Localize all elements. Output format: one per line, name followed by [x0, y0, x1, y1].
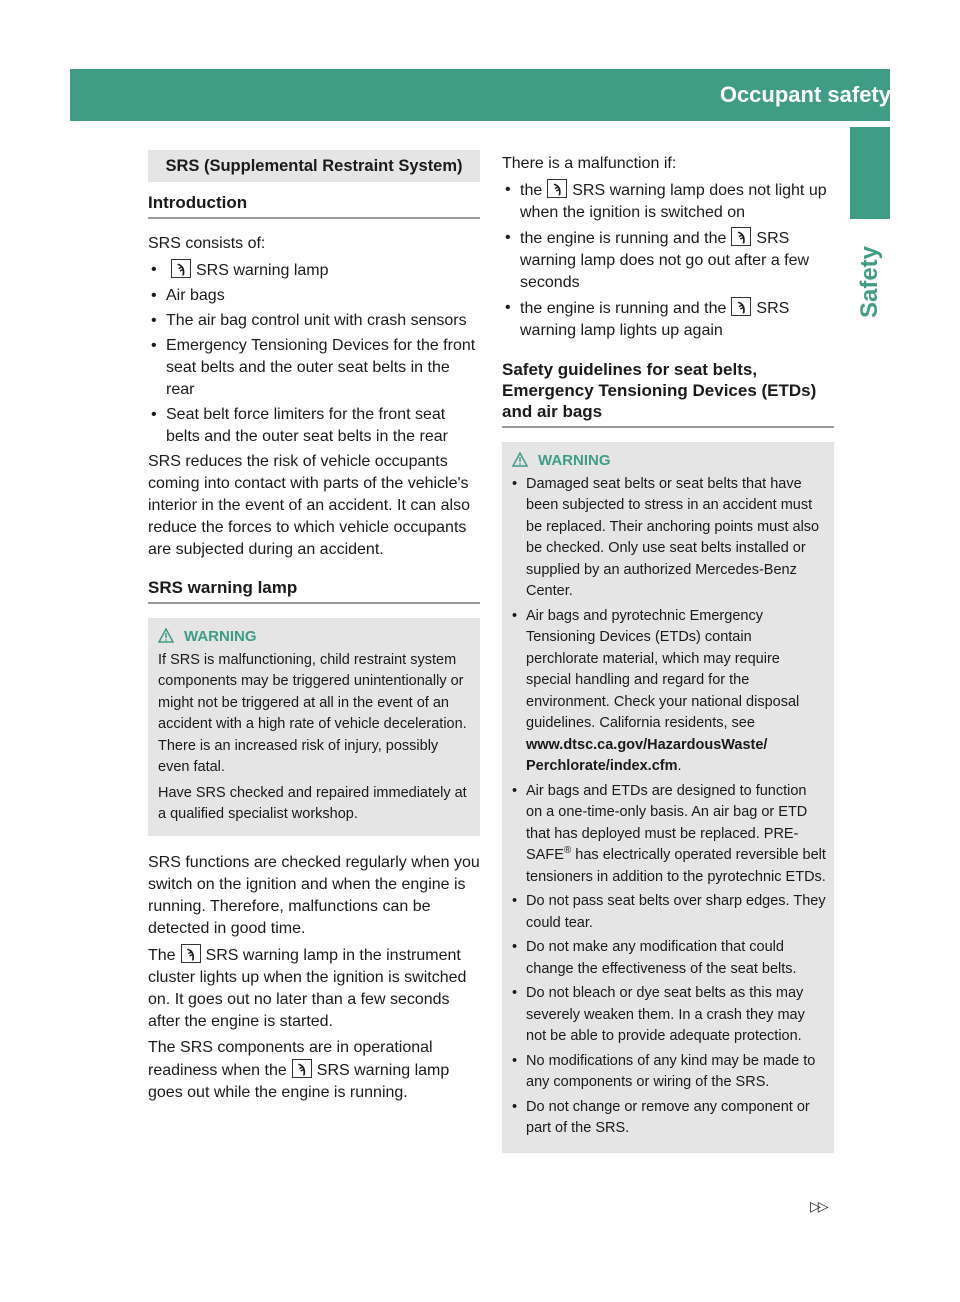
dtsc-link[interactable]: www.dtsc.ca.gov/HazardousWaste/ Perchlorate/index.cfm: [526, 736, 768, 774]
list-item: • No modifications of any kind may be made to any components or wiring of the SRS.: [512, 1051, 826, 1094]
list-item: • Seat belt force limiters for the front seat belts and the outer seat belts in the rear: [148, 404, 480, 448]
srs-warning-lamp-icon: ϡ: [181, 944, 201, 963]
list-item: • The air bag control unit with crash sensors: [148, 310, 480, 332]
list-item: • Do not change or remove any component or part of the SRS.: [512, 1097, 826, 1140]
srs-warning-lamp-icon: ϡ: [731, 297, 751, 316]
heading-safety-guidelines: Safety guidelines for seat belts, Emergency Tensioning Devices (ETDs) and air bags: [502, 359, 834, 428]
warning-list: [512, 474, 826, 1140]
warning-header: WARNING: [512, 450, 826, 472]
list-item: • ϡ SRS warning lamp: [148, 259, 480, 282]
warning-triangle-icon: [158, 628, 174, 643]
list-item: • Damaged seat belts or seat belts that have been subjected to stress in an accident must be replaced. Their anchoring points must also be checked. Only use seat belts installed or supplied by an authorized Mercedes-Benz Center.: [512, 474, 826, 603]
functions-paragraph: SRS functions are checked regularly when you switch on the ignition and when the engine is running. Therefore, malfunctions can be detected in good time.: [148, 853, 480, 937]
chapter-tab-marker: [850, 127, 890, 219]
warning-header: WARNING: [158, 626, 472, 648]
warning-text: Have SRS checked and repaired immediately at a qualified specialist workshop.: [158, 784, 467, 822]
components-list: [148, 259, 480, 448]
heading-introduction: Introduction: [148, 192, 480, 219]
chapter-label: Safety: [856, 245, 883, 319]
registered-mark: ®: [563, 845, 572, 857]
list-item: • the engine is running and the ϡ SRS warning lamp does not go out after a few seconds: [502, 227, 834, 294]
list-item: • Do not make any modification that could change the effectiveness of the seat belts.: [512, 937, 826, 980]
warning-triangle-icon: [512, 452, 528, 467]
header-separator: [900, 69, 902, 121]
page-header: [70, 69, 933, 121]
warning-text: If SRS is malfunctioning, child restraint system components may be triggered unintentionally or might not be triggered at all in the event of an accident with a high rate of vehicle deceleration. There is an increased risk of injury, possibly even fatal.: [158, 651, 467, 775]
list-item: • the ϡ SRS warning lamp does not light up when the ignition is switched on: [502, 179, 834, 224]
continue-marker-icon: ▷▷: [810, 1198, 826, 1214]
section-title-srs: SRS (Supplemental Restraint System): [148, 150, 480, 182]
chapter-side-label: [846, 222, 894, 342]
list-item: • Air bags: [148, 285, 480, 307]
header-section-title: Occupant safety: [719, 82, 891, 107]
list-item: • Emergency Tensioning Devices for the front seat belts and the outer seat belts in the rear: [148, 335, 480, 401]
srs-warning-lamp-icon: ϡ: [292, 1059, 312, 1078]
consists-of-text: SRS consists of:: [148, 235, 266, 252]
warning-box-left: [148, 618, 480, 836]
heading-srs-warning-lamp: SRS warning lamp: [148, 577, 480, 604]
list-item: • Air bags and pyrotechnic Emergency Tensioning Devices (ETDs) contain perchlorate material, which may require special handling and regard for the environment. Check your national disposal guidelines. California residents, see www.dtsc.ca.gov/HazardousWaste/ Perchlorate/index.cfm.: [512, 606, 826, 778]
left-column: [148, 150, 480, 1108]
page-number: 43: [910, 84, 933, 106]
srs-warning-lamp-icon: ϡ: [731, 227, 751, 246]
malfunction-list: [502, 179, 834, 342]
list-item: • Do not bleach or dye seat belts as this may severely weaken them. In a crash they may not be able to provide adequate protection.: [512, 983, 826, 1048]
list-item: • Do not pass seat belts over sharp edges. They could tear.: [512, 891, 826, 934]
reduces-paragraph: SRS reduces the risk of vehicle occupants coming into contact with parts of the vehicle's interior in the event of an accident. It can also reduce the forces to which vehicle occupants are subjected during an accident.: [148, 453, 470, 558]
lamp-paragraph: The ϡ SRS warning lamp in the instrument cluster lights up when the ignition is switched on. It goes out no later than a few seconds after the engine is started.: [148, 945, 467, 1030]
right-column: [502, 153, 834, 1153]
srs-warning-lamp-icon: ϡ: [547, 179, 567, 198]
list-item: • the engine is running and the ϡ SRS warning lamp lights up again: [502, 297, 834, 342]
readiness-paragraph: The SRS components are in operational readiness when the ϡ SRS warning lamp goes out while the engine is running.: [148, 1038, 450, 1101]
srs-warning-lamp-icon: • ϡ: [171, 259, 191, 278]
malfunction-intro: There is a malfunction if:: [502, 155, 677, 172]
warning-box-right: [502, 442, 834, 1153]
list-item: • Air bags and ETDs are designed to function on a one-time-only basis. An air bag or ETD that has deployed must be replaced. PRE-SAFE® has electrically operated reversible belt tensioners in addition to the pyrotechnic ETDs.: [512, 781, 826, 889]
